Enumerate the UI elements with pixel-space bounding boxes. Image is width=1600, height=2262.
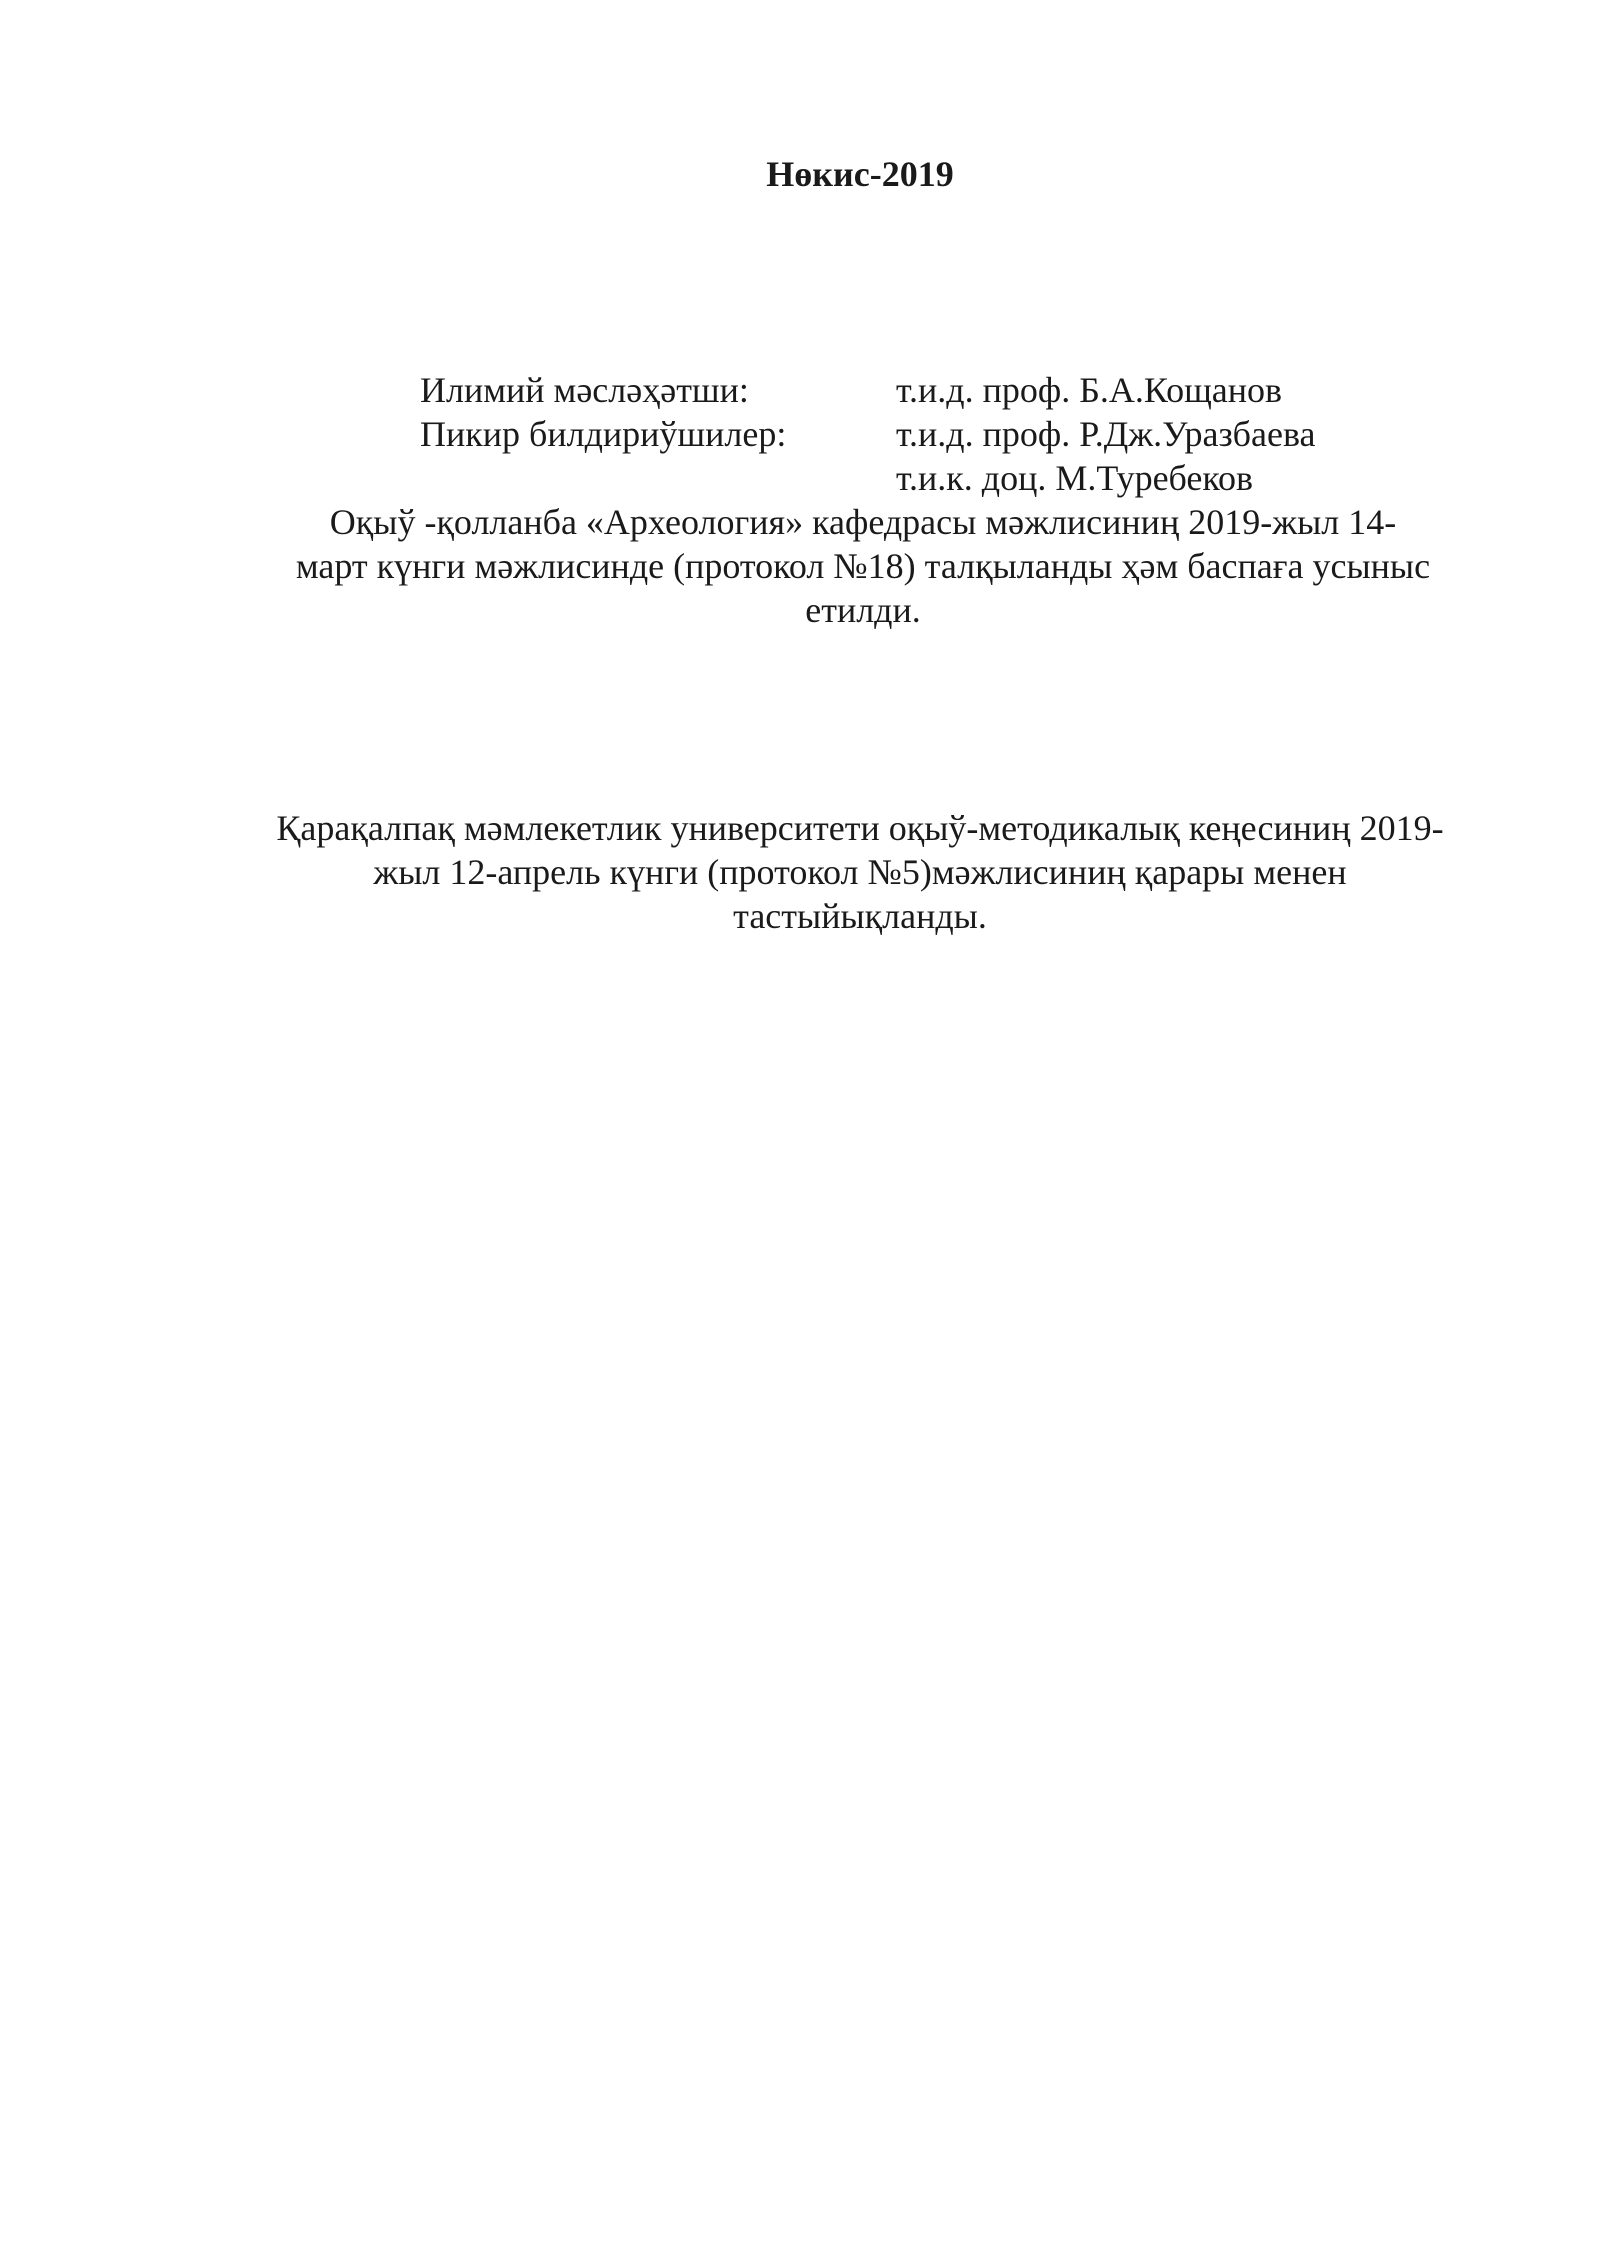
paragraph-line: Қарақалпақ мәмлекетлик университети оқыў-методикалық кеңесиниң 2019- bbox=[276, 808, 1444, 848]
advisor-label: Илимий мәсләҳәтши: bbox=[420, 370, 749, 410]
reviewers-label: Пикир билдириўшилер: bbox=[420, 414, 787, 454]
paragraph-line: март күнги мәжлисинде (протокол №18) талқыланды ҳәм баспаға усыныс bbox=[295, 546, 1431, 586]
reviewers-row bbox=[420, 412, 1315, 500]
reviewer-name: т.и.к. доц. М.Туребеков bbox=[896, 458, 1254, 498]
advisor-row bbox=[420, 368, 1315, 412]
department-approval-paragraph bbox=[258, 500, 1468, 632]
city-year-heading: Нөкис-2019 bbox=[766, 154, 954, 194]
reviewers-names bbox=[896, 412, 1315, 500]
credits-block bbox=[420, 368, 1315, 500]
university-approval-paragraph bbox=[230, 806, 1490, 938]
paragraph-line: етилди. bbox=[805, 590, 921, 630]
paragraph-line: тастыйықланды. bbox=[733, 896, 987, 936]
paragraph-line: Оқыў -қолланба «Археология» кафедрасы мәжлисиниң 2019-жыл 14- bbox=[329, 502, 1397, 542]
reviewer-name: т.и.д. проф. Р.Дж.Уразбаева bbox=[896, 414, 1316, 454]
paragraph-line: жыл 12-апрель күнги (протокол №5)мәжлисиниң қарары менен bbox=[373, 852, 1347, 892]
advisor-name: т.и.д. проф. Б.А.Кощанов bbox=[896, 370, 1283, 410]
